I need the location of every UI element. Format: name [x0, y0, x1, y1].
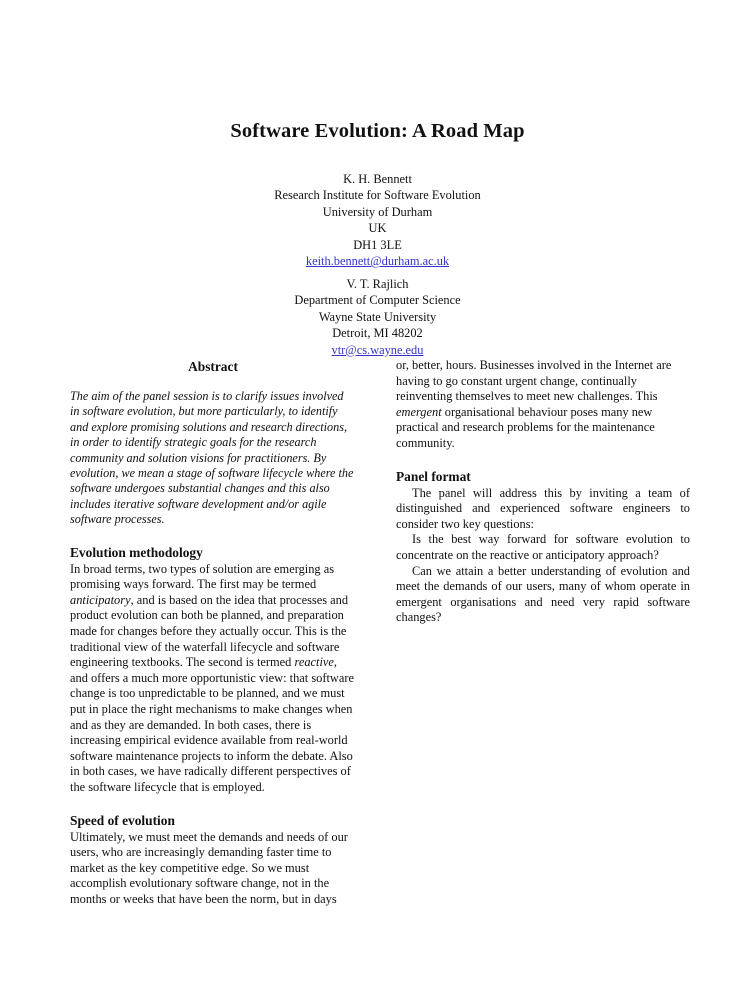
author-city: Detroit, MI 48202 [332, 326, 423, 341]
paragraph-panel-format-1: The panel will address this by inviting a team of distinguished and experienced software engineers to consider two key questions: [396, 485, 690, 531]
emphasis-reactive: reactive [294, 655, 334, 670]
author-block-bennett [0, 171, 755, 269]
paragraph-speed-of-evolution: Ultimately, we must meet the demands and needs of our users, who are increasingly demanding faster time to market as the key competitive edge. So we must accomplish evolutionary software change, not in the months or weeks that have been the norm, but in days [70, 829, 348, 906]
author-institution: Wayne State University [318, 309, 437, 324]
text-run: organisational behaviour poses many new practical and research problems for the maintenance community. [396, 404, 655, 450]
text-run: , and is based on the idea that processes and product evolution can both be planned, and preparation made for changes before they actually occur. This is the traditional view of the waterfall lifecycle and software engineering textbooks. The second is termed [70, 592, 349, 670]
right-column [396, 358, 690, 626]
author-country: UK [368, 221, 387, 236]
paragraph-evolution-methodology [70, 562, 356, 796]
text-run: or, better, hours. Businesses involved in the Internet are having to go constant urgent change, continually reinventing themselves to meet new challenges. This [396, 358, 672, 404]
left-column [70, 358, 356, 908]
text-run: In broad terms, two types of solution are emerging as promising ways forward. The first may be termed [70, 561, 335, 592]
emphasis-anticipatory: anticipatory [70, 592, 131, 607]
author-block-rajlich [0, 276, 755, 358]
author-email-link[interactable]: vtr@cs.wayne.edu [331, 342, 424, 357]
abstract-heading: Abstract [188, 359, 238, 374]
abstract-text: The aim of the panel session is to clarify issues involved in software evolution, but more particularly, to identify and explore promising solutions and research directions, in order to identify strategic goals for the research community and solution visions for practitioners. By evolution, we mean a stage of software lifecycle where the software undergoes substantial changes and this also includes iterative software development and/or agile software processes. [70, 389, 354, 527]
paragraph-continuation [396, 358, 690, 452]
emphasis-emergent: emergent [396, 404, 442, 419]
author-postcode: DH1 3LE [353, 237, 402, 252]
section-heading-panel-format: Panel format [396, 468, 471, 484]
author-name: K. H. Bennett [343, 172, 412, 186]
author-institution: University of Durham [322, 204, 433, 219]
text-run: , and offers a much more opportunistic view: that software change is too unpredictable to be planned, and we must put in place the right mechanisms to make changes when and as they are demanded. In both cases, there is increasing empirical evidence available from real-world software maintenance projects to inform the debate. Also in both cases, we have radically different perspectives of the software lifecycle that is employed. [70, 655, 354, 794]
paragraph-panel-format-3: Can we attain a better understanding of evolution and meet the demands of our users, many of whom operate in emergent organisations and need very rapid software changes? [396, 563, 690, 625]
author-affiliation: Research Institute for Software Evolution [274, 188, 481, 203]
section-heading-evolution-methodology: Evolution methodology [70, 544, 203, 560]
section-heading-speed-of-evolution: Speed of evolution [70, 812, 175, 828]
author-email-link[interactable]: keith.bennett@durham.ac.uk [305, 254, 450, 269]
author-affiliation: Department of Computer Science [294, 293, 461, 308]
page-title: Software Evolution: A Road Map [230, 120, 525, 142]
paragraph-panel-format-2: Is the best way forward for software evolution to concentrate on the reactive or anticipatory approach? [396, 532, 690, 562]
author-name: V. T. Rajlich [346, 277, 409, 291]
